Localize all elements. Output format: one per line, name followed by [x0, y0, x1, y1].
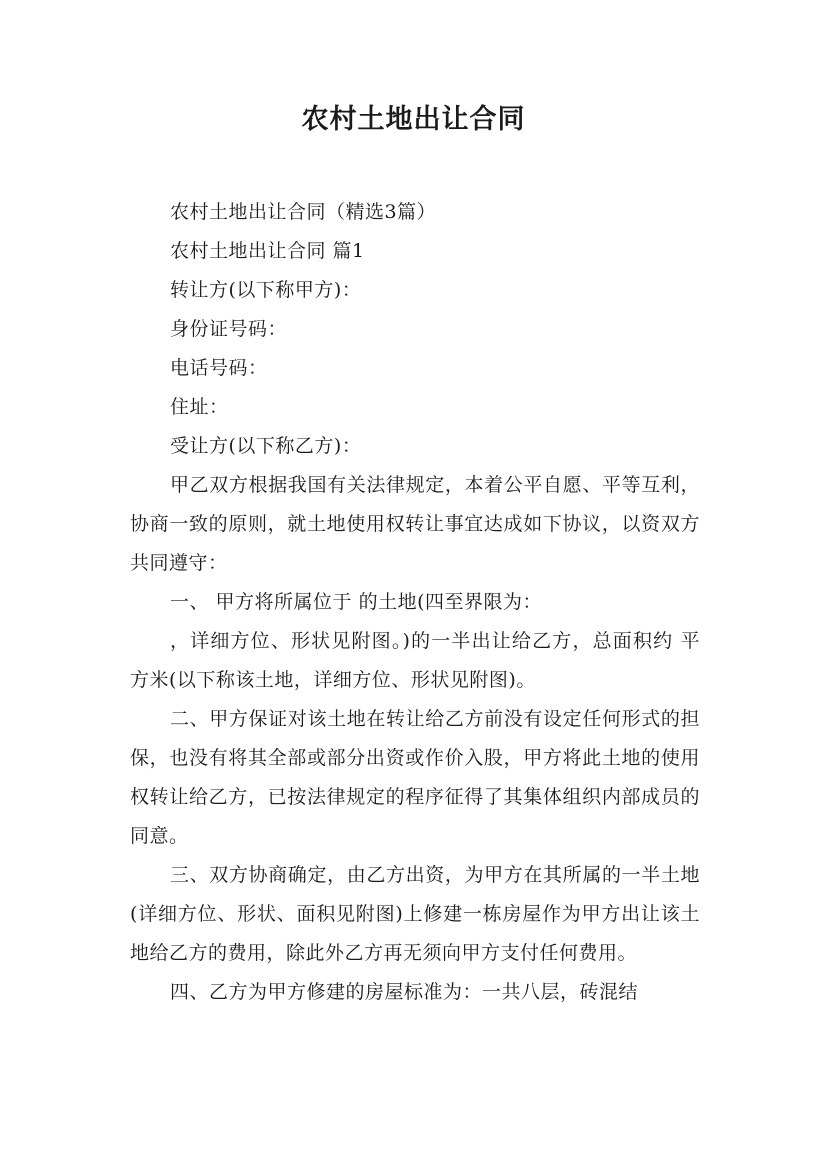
paragraph-preamble: 甲乙双方根据我国有关法律规定，本着公平自愿、平等互利，协商一致的原则，就土地使用权转让事宜达成如下协议，以资双方共同遵守：: [130, 474, 700, 574]
document-title: 农村土地出让合同: [301, 104, 526, 135]
paragraph-clause-1: 一、 甲方将所属位于 的土地(四至界限为：: [170, 591, 542, 613]
paragraph-address: 住址：: [170, 396, 229, 418]
paragraph-transferor: 转让方(以下称甲方)：: [170, 279, 362, 301]
paragraph-id-number: 身份证号码：: [170, 318, 288, 340]
paragraph-phone: 电话号码：: [170, 357, 268, 379]
paragraph-clause-1-cont: ，详细方位、形状见附图。)的一半出让给乙方，总面积约 平方米(以下称该土地，详细方位、形状见附图)。: [130, 630, 700, 691]
paragraph-clause-4: 四、乙方为甲方修建的房屋标准为：一共八层，砖混结: [170, 981, 639, 1003]
paragraph-section-label: 农村土地出让合同 篇1: [170, 240, 365, 262]
paragraph-clause-2: 二、甲方保证对该土地在转让给乙方前没有设定任何形式的担保，也没有将其全部或部分出资或作价入股，甲方将此土地的使用权转让给乙方，已按法律规定的程序征得了其集体组织内部成员的同意。: [130, 708, 700, 847]
paragraph-clause-3: 三、双方协商确定，由乙方出资，为甲方在其所属的一半土地(详细方位、形状、面积见附图)上修建一栋房屋作为甲方出让该土地给乙方的费用，除此外乙方再无须向甲方支付任何费用。: [130, 864, 700, 964]
paragraph-heading: 农村土地出让合同（精选3篇）: [170, 201, 437, 223]
document-body: [130, 193, 700, 1012]
paragraph-transferee: 受让方(以下称乙方)：: [170, 435, 362, 457]
